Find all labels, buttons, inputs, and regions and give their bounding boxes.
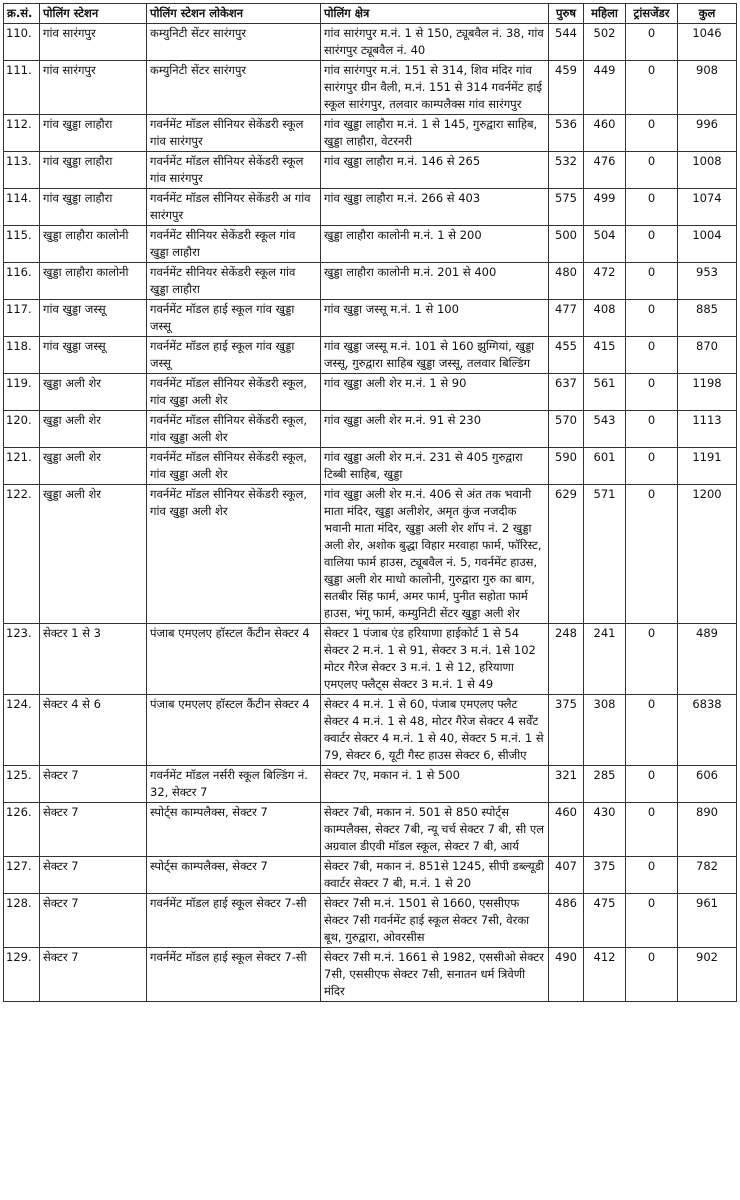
table-row	[4, 300, 737, 337]
total-count-cell: 1200	[678, 485, 737, 624]
station-cell: सेक्टर 7	[40, 857, 147, 894]
header-serial: क्र.सं.	[4, 4, 40, 24]
table-row	[4, 624, 737, 695]
area-cell: सेक्टर 1 पंजाब एंड हरियाणा हाईकोर्ट 1 से 54 सेक्टर 2 म.नं. 1 से 91, सेक्टर 3 म.नं. 1से 102 मोटर गैरेज सेक्टर 3 म.नं. 1 से 12, हरियाणा एमएलए फ्लैट्स सेक्टर 3 म.नं. 1 से 49	[321, 624, 549, 695]
station-cell: खुड्डा अली शेर	[40, 374, 147, 411]
female-count-cell: 499	[584, 189, 626, 226]
station-cell: सेक्टर 1 से 3	[40, 624, 147, 695]
serial-cell: 128.	[4, 894, 40, 948]
female-count-cell: 561	[584, 374, 626, 411]
station-cell: सेक्टर 4 से 6	[40, 695, 147, 766]
table-row	[4, 948, 737, 1002]
male-count-cell: 500	[549, 226, 584, 263]
table-header-row	[4, 4, 737, 24]
male-count-cell: 536	[549, 115, 584, 152]
transgender-count-cell: 0	[626, 337, 678, 374]
transgender-count-cell: 0	[626, 374, 678, 411]
transgender-count-cell: 0	[626, 24, 678, 61]
transgender-count-cell: 0	[626, 152, 678, 189]
serial-cell: 118.	[4, 337, 40, 374]
total-count-cell: 1191	[678, 448, 737, 485]
area-cell: गांव खुड्डा जस्सू म.नं. 1 से 100	[321, 300, 549, 337]
area-cell: गांव खुड्डा अली शेर म.नं. 406 से अंत तक भवानी माता मंदिर, खुड्डा अलीशेर, अमृत कुंज नजदीक भवानी माता मंदिर, खुड्डा अली शेर शॉप नं. 2 खुड्डा अली शेर, अशोक बुद्धा विहार मरवाहा फार्म, फॉरिस्ट, वालिया फार्म हाउस, ट्यूबवैल नं. 5, गवर्नमेंट हाउस, खुड्डा अली शेर माधो कालोनी, गुरुद्वारा गुरु का बाग, सतबीर सिंह फार्म, अमर फार्म, पुनीत सहोता फार्म हाउस, भंगू फार्म, कम्युनिटी सेंटर खुड्डा अली शेर	[321, 485, 549, 624]
total-count-cell: 870	[678, 337, 737, 374]
serial-cell: 111.	[4, 61, 40, 115]
serial-cell: 125.	[4, 766, 40, 803]
serial-cell: 119.	[4, 374, 40, 411]
transgender-count-cell: 0	[626, 300, 678, 337]
location-cell: गवर्नमेंट मॉडल सीनियर सेकेंडरी अ गांव सारंगपुर	[147, 189, 321, 226]
location-cell: गवर्नमेंट मॉडल सीनियर सेकेंडरी स्कूल, गांव खुड्डा अली शेर	[147, 485, 321, 624]
male-count-cell: 486	[549, 894, 584, 948]
location-cell: गवर्नमेंट मॉडल सीनियर सेकेंडरी स्कूल, गांव खुड्डा अली शेर	[147, 448, 321, 485]
serial-cell: 112.	[4, 115, 40, 152]
station-cell: गांव खुड्डा लाहौरा	[40, 152, 147, 189]
male-count-cell: 544	[549, 24, 584, 61]
location-cell: कम्युनिटी सेंटर सारंगपुर	[147, 24, 321, 61]
table-row	[4, 374, 737, 411]
area-cell: सेक्टर 7सी म.नं. 1661 से 1982, एससीओ सेक्टर 7सी, एससीएफ सेक्टर 7सी, सनातन धर्म त्रिवेणी मंदिर	[321, 948, 549, 1002]
location-cell: गवर्नमेंट मॉडल सीनियर सेकेंडरी स्कूल, गांव खुड्डा अली शेर	[147, 411, 321, 448]
male-count-cell: 248	[549, 624, 584, 695]
table-row	[4, 61, 737, 115]
total-count-cell: 1113	[678, 411, 737, 448]
male-count-cell: 455	[549, 337, 584, 374]
header-transgender: ट्रांसजेंडर	[626, 4, 678, 24]
station-cell: खुड्डा लाहौरा कालोनी	[40, 263, 147, 300]
male-count-cell: 490	[549, 948, 584, 1002]
transgender-count-cell: 0	[626, 766, 678, 803]
table-row	[4, 115, 737, 152]
location-cell: पंजाब एमएलए हॉस्टल कैंटीन सेक्टर 4	[147, 695, 321, 766]
location-cell: पंजाब एमएलए हॉस्टल कैंटीन सेक्टर 4	[147, 624, 321, 695]
transgender-count-cell: 0	[626, 695, 678, 766]
female-count-cell: 472	[584, 263, 626, 300]
table-row	[4, 152, 737, 189]
transgender-count-cell: 0	[626, 61, 678, 115]
location-cell: गवर्नमेंट मॉडल सीनियर सेकेंडरी स्कूल गांव सारंगपुर	[147, 152, 321, 189]
total-count-cell: 1004	[678, 226, 737, 263]
female-count-cell: 241	[584, 624, 626, 695]
total-count-cell: 1046	[678, 24, 737, 61]
location-cell: गवर्नमेंट मॉडल हाई स्कूल गांव खुड्डा जस्सू	[147, 337, 321, 374]
area-cell: गांव सारंगपुर म.नं. 151 से 314, शिव मंदिर गांव सारंगपुर ग्रीन वैली, म.नं. 151 से 314 गवर्नमेंट हाई स्कूल सारंगपुर, तलवार काम्पलैक्स गांव सारंगपुर	[321, 61, 549, 115]
female-count-cell: 601	[584, 448, 626, 485]
header-station: पोलिंग स्टेशन	[40, 4, 147, 24]
serial-cell: 122.	[4, 485, 40, 624]
area-cell: गांव खुड्डा लाहौरा म.नं. 1 से 145, गुरुद्वारा साहिब, खुड्डा लाहौरा, वेटरनरी	[321, 115, 549, 152]
serial-cell: 116.	[4, 263, 40, 300]
male-count-cell: 590	[549, 448, 584, 485]
transgender-count-cell: 0	[626, 115, 678, 152]
female-count-cell: 412	[584, 948, 626, 1002]
location-cell: स्पोर्ट्स काम्पलैक्स, सेक्टर 7	[147, 803, 321, 857]
male-count-cell: 460	[549, 803, 584, 857]
female-count-cell: 476	[584, 152, 626, 189]
polling-stations-table	[3, 3, 737, 1002]
total-count-cell: 885	[678, 300, 737, 337]
female-count-cell: 375	[584, 857, 626, 894]
total-count-cell: 996	[678, 115, 737, 152]
transgender-count-cell: 0	[626, 411, 678, 448]
transgender-count-cell: 0	[626, 189, 678, 226]
area-cell: गांव खुड्डा अली शेर म.नं. 91 से 230	[321, 411, 549, 448]
male-count-cell: 570	[549, 411, 584, 448]
station-cell: खुड्डा अली शेर	[40, 485, 147, 624]
female-count-cell: 502	[584, 24, 626, 61]
total-count-cell: 961	[678, 894, 737, 948]
serial-cell: 110.	[4, 24, 40, 61]
male-count-cell: 321	[549, 766, 584, 803]
station-cell: गांव सारंगपुर	[40, 24, 147, 61]
female-count-cell: 571	[584, 485, 626, 624]
station-cell: गांव खुड्डा लाहौरा	[40, 189, 147, 226]
serial-cell: 113.	[4, 152, 40, 189]
serial-cell: 127.	[4, 857, 40, 894]
total-count-cell: 890	[678, 803, 737, 857]
location-cell: गवर्नमेंट सीनियर सेकेंडरी स्कूल गांव खुड्डा लाहौरा	[147, 226, 321, 263]
male-count-cell: 480	[549, 263, 584, 300]
serial-cell: 124.	[4, 695, 40, 766]
header-female: महिला	[584, 4, 626, 24]
female-count-cell: 308	[584, 695, 626, 766]
location-cell: स्पोर्ट्स काम्पलैक्स, सेक्टर 7	[147, 857, 321, 894]
station-cell: खुड्डा लाहौरा कालोनी	[40, 226, 147, 263]
male-count-cell: 637	[549, 374, 584, 411]
transgender-count-cell: 0	[626, 624, 678, 695]
table-row	[4, 411, 737, 448]
location-cell: गवर्नमेंट मॉडल हाई स्कूल गांव खुड्डा जस्सू	[147, 300, 321, 337]
area-cell: गांव खुड्डा लाहौरा म.नं. 146 से 265	[321, 152, 549, 189]
station-cell: गांव खुड्डा जस्सू	[40, 337, 147, 374]
station-cell: गांव खुड्डा जस्सू	[40, 300, 147, 337]
serial-cell: 123.	[4, 624, 40, 695]
total-count-cell: 1074	[678, 189, 737, 226]
station-cell: सेक्टर 7	[40, 766, 147, 803]
serial-cell: 115.	[4, 226, 40, 263]
area-cell: सेक्टर 7सी म.नं. 1501 से 1660, एससीएफ सेक्टर 7सी गवर्नमेंट हाई स्कूल सेक्टर 7सी, वेरका बूथ, गुरुद्वारा, ओवरसीस	[321, 894, 549, 948]
male-count-cell: 407	[549, 857, 584, 894]
area-cell: खुड्डा लाहौरा कालोनी म.नं. 1 से 200	[321, 226, 549, 263]
table-row	[4, 803, 737, 857]
transgender-count-cell: 0	[626, 894, 678, 948]
serial-cell: 114.	[4, 189, 40, 226]
area-cell: गांव खुड्डा जस्सू म.नं. 101 से 160 झुग्गियां, खुड्डा जस्सू, गुरुद्वारा साहिब खुड्डा जस्सू, तलवार बिल्डिंग	[321, 337, 549, 374]
serial-cell: 120.	[4, 411, 40, 448]
table-row	[4, 24, 737, 61]
header-location: पोलिंग स्टेशन लोकेशन	[147, 4, 321, 24]
transgender-count-cell: 0	[626, 803, 678, 857]
header-male: पुरुष	[549, 4, 584, 24]
table-row	[4, 189, 737, 226]
header-area: पोलिंग क्षेत्र	[321, 4, 549, 24]
area-cell: गांव खुड्डा अली शेर म.नं. 1 से 90	[321, 374, 549, 411]
area-cell: खुड्डा लाहौरा कालोनी म.नं. 201 से 400	[321, 263, 549, 300]
transgender-count-cell: 0	[626, 857, 678, 894]
area-cell: सेक्टर 7बी, मकान नं. 501 से 850 स्पोर्ट्स काम्पलैक्स, सेक्टर 7बी, न्यू चर्च सेक्टर 7 बी, सी एल अग्रवाल डीएवी मॉडल स्कूल, सेक्टर 7 बी, आर्य	[321, 803, 549, 857]
table-row	[4, 894, 737, 948]
female-count-cell: 475	[584, 894, 626, 948]
total-count-cell: 953	[678, 263, 737, 300]
total-count-cell: 782	[678, 857, 737, 894]
total-count-cell: 1198	[678, 374, 737, 411]
area-cell: गांव सारंगपुर म.नं. 1 से 150, ट्यूबवैल नं. 38, गांव सारंगपुर ट्यूबवैल नं. 40	[321, 24, 549, 61]
area-cell: सेक्टर 7बी, मकान नं. 851से 1245, सीपी डब्ल्यूडी क्वार्टर सेक्टर 7 बी, म.नं. 1 से 20	[321, 857, 549, 894]
location-cell: गवर्नमेंट सीनियर सेकेंडरी स्कूल गांव खुड्डा लाहौरा	[147, 263, 321, 300]
location-cell: कम्युनिटी सेंटर सारंगपुर	[147, 61, 321, 115]
serial-cell: 126.	[4, 803, 40, 857]
area-cell: सेक्टर 4 म.नं. 1 से 60, पंजाब एमएलए फ्लैट सेक्टर 4 म.नं. 1 से 48, मोटर गैरेज सेक्टर 4 सर्वेंट क्वार्टर सेक्टर 4 म.नं. 1 से 40, सेक्टर 5 म.नं. 1 से 79, सेक्टर 6, यूटी गैस्ट हाउस सेक्टर 6, सीजीए	[321, 695, 549, 766]
station-cell: खुड्डा अली शेर	[40, 411, 147, 448]
male-count-cell: 575	[549, 189, 584, 226]
male-count-cell: 477	[549, 300, 584, 337]
table-row	[4, 226, 737, 263]
transgender-count-cell: 0	[626, 448, 678, 485]
female-count-cell: 543	[584, 411, 626, 448]
location-cell: गवर्नमेंट मॉडल हाई स्कूल सेक्टर 7-सी	[147, 948, 321, 1002]
male-count-cell: 375	[549, 695, 584, 766]
male-count-cell: 629	[549, 485, 584, 624]
table-row	[4, 485, 737, 624]
location-cell: गवर्नमेंट मॉडल नर्सरी स्कूल बिल्डिंग नं. 32, सेक्टर 7	[147, 766, 321, 803]
station-cell: सेक्टर 7	[40, 803, 147, 857]
female-count-cell: 430	[584, 803, 626, 857]
transgender-count-cell: 0	[626, 226, 678, 263]
location-cell: गवर्नमेंट मॉडल हाई स्कूल सेक्टर 7-सी	[147, 894, 321, 948]
area-cell: सेक्टर 7ए, मकान नं. 1 से 500	[321, 766, 549, 803]
table-row	[4, 766, 737, 803]
male-count-cell: 532	[549, 152, 584, 189]
area-cell: गांव खुड्डा लाहौरा म.नं. 266 से 403	[321, 189, 549, 226]
transgender-count-cell: 0	[626, 263, 678, 300]
total-count-cell: 1008	[678, 152, 737, 189]
female-count-cell: 449	[584, 61, 626, 115]
table-row	[4, 263, 737, 300]
station-cell: खुड्डा अली शेर	[40, 448, 147, 485]
area-cell: गांव खुड्डा अली शेर म.नं. 231 से 405 गुरुद्वारा टिब्बी साहिब, खुड्डा	[321, 448, 549, 485]
location-cell: गवर्नमेंट मॉडल सीनियर सेकेंडरी स्कूल गांव सारंगपुर	[147, 115, 321, 152]
total-count-cell: 489	[678, 624, 737, 695]
female-count-cell: 285	[584, 766, 626, 803]
male-count-cell: 459	[549, 61, 584, 115]
station-cell: गांव खुड्डा लाहौरा	[40, 115, 147, 152]
table-row	[4, 337, 737, 374]
transgender-count-cell: 0	[626, 485, 678, 624]
transgender-count-cell: 0	[626, 948, 678, 1002]
table-row	[4, 448, 737, 485]
table-row	[4, 695, 737, 766]
table-row	[4, 857, 737, 894]
serial-cell: 121.	[4, 448, 40, 485]
station-cell: सेक्टर 7	[40, 948, 147, 1002]
station-cell: सेक्टर 7	[40, 894, 147, 948]
female-count-cell: 415	[584, 337, 626, 374]
total-count-cell: 902	[678, 948, 737, 1002]
location-cell: गवर्नमेंट मॉडल सीनियर सेकेंडरी स्कूल, गांव खुड्डा अली शेर	[147, 374, 321, 411]
total-count-cell: 908	[678, 61, 737, 115]
total-count-cell: 6838	[678, 695, 737, 766]
station-cell: गांव सारंगपुर	[40, 61, 147, 115]
female-count-cell: 408	[584, 300, 626, 337]
total-count-cell: 606	[678, 766, 737, 803]
female-count-cell: 460	[584, 115, 626, 152]
serial-cell: 129.	[4, 948, 40, 1002]
female-count-cell: 504	[584, 226, 626, 263]
serial-cell: 117.	[4, 300, 40, 337]
header-total: कुल	[678, 4, 737, 24]
